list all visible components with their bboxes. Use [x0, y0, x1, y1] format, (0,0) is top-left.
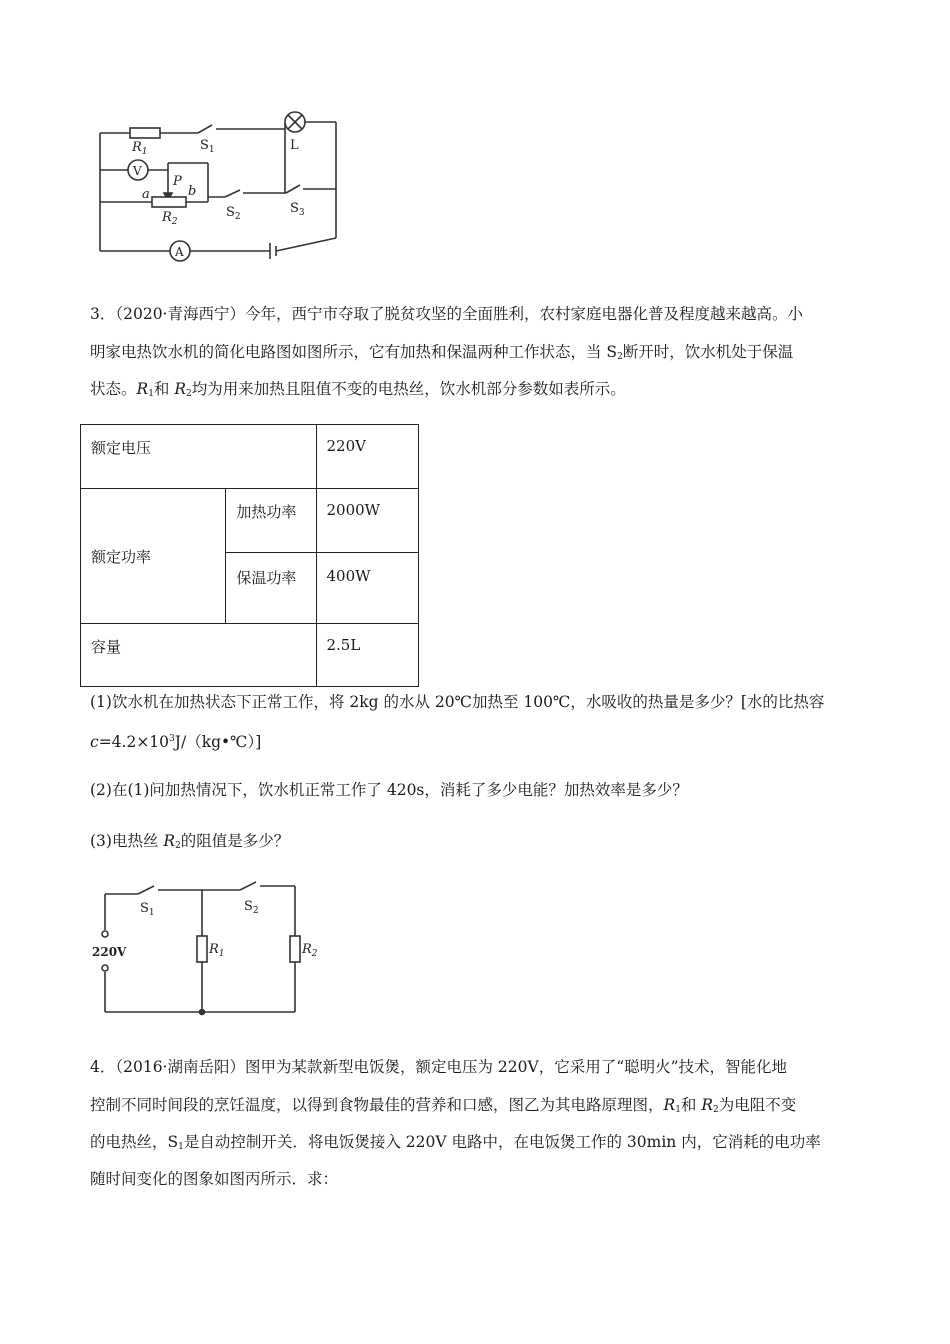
q4-line1: 4．（2016·湖南岳阳）图甲为某款新型电饭煲，额定电压为 220V，它采用了“聪明火”技术，智能化地	[90, 1058, 788, 1076]
r1-label: $R_1$	[132, 140, 148, 157]
rated-voltage-value: 220V	[316, 425, 419, 489]
keep-warm-power-label: 保温功率	[226, 553, 316, 624]
supply-voltage-label: 220V	[92, 945, 127, 959]
slider-p-label: P	[173, 174, 182, 189]
q3-sub2: (2)在(1)问加热情况下，饮水机正常工作了 420s，消耗了多少电能？加热效率是多少？	[90, 781, 688, 799]
parameter-table	[80, 424, 419, 687]
voltmeter-symbol: V	[133, 164, 142, 178]
s3-label: $S_3$	[290, 201, 305, 218]
r2-label: $R_2$	[162, 210, 178, 227]
heating-power-value: 2000W	[316, 489, 419, 553]
circuit-diagram-1	[90, 105, 350, 265]
ammeter-symbol: A	[175, 245, 184, 259]
lamp-label: L	[290, 138, 299, 153]
rated-power-label: 额定功率	[81, 489, 226, 624]
q3-line2: 明家电热饮水机的简化电路图如图所示，它有加热和保温两种工作状态，当 $S_2$断开时，饮水机处于保温	[90, 343, 794, 362]
s1-label: $S_1$	[200, 138, 215, 155]
q3-r2-label: $R_2$	[302, 942, 318, 959]
end-b-label: b	[188, 184, 197, 199]
q4-line3: 的电热丝，$S_1$是自动控制开关．将电饭煲接入 220V 电路中，在电饭煲工作的 30min 内，它消耗的电功率	[90, 1133, 821, 1152]
q4-line4: 随时间变化的图象如图丙所示．求：	[90, 1170, 339, 1188]
q3-sub1-line1: (1)饮水机在加热状态下正常工作，将 2kg 的水从 20℃加热至 100℃，水吸收的热量是多少？[水的比热容	[90, 693, 825, 711]
q3-sub3: (3)电热丝 $R_2$的阻值是多少？	[90, 832, 290, 851]
end-a-label: a	[142, 187, 150, 202]
q3-s2-label: $S_2$	[244, 899, 259, 916]
heating-power-label: 加热功率	[226, 489, 316, 553]
s2-label: $S_2$	[226, 205, 241, 222]
q3-sub1-line2: $c=4.2\times 10^3J/(kg•℃)$]	[90, 733, 262, 751]
q3-line1: 3．（2020·青海西宁）今年，西宁市夺取了脱贫攻坚的全面胜利，农村家庭电器化普及程度越来越高。小	[90, 305, 803, 323]
q3-line3: 状态。$R_1$和 $R_2$均为用来加热且阻值不变的电热丝，饮水机部分参数如表所示。	[90, 380, 626, 399]
capacity-value: 2.5L	[316, 624, 419, 687]
q3-s1-label: $S_1$	[140, 901, 155, 918]
keep-warm-power-value: 400W	[316, 553, 419, 624]
circuit-diagram-2	[90, 880, 330, 1020]
rated-voltage-label: 额定电压	[81, 425, 317, 489]
q4-line2: 控制不同时间段的烹饪温度，以得到食物最佳的营养和口感，图乙为其电路原理图，$R_1$和 $R_2$为电阻不变	[90, 1096, 797, 1115]
q3-r1-label: $R_1$	[209, 942, 225, 959]
capacity-label: 容量	[81, 624, 317, 687]
